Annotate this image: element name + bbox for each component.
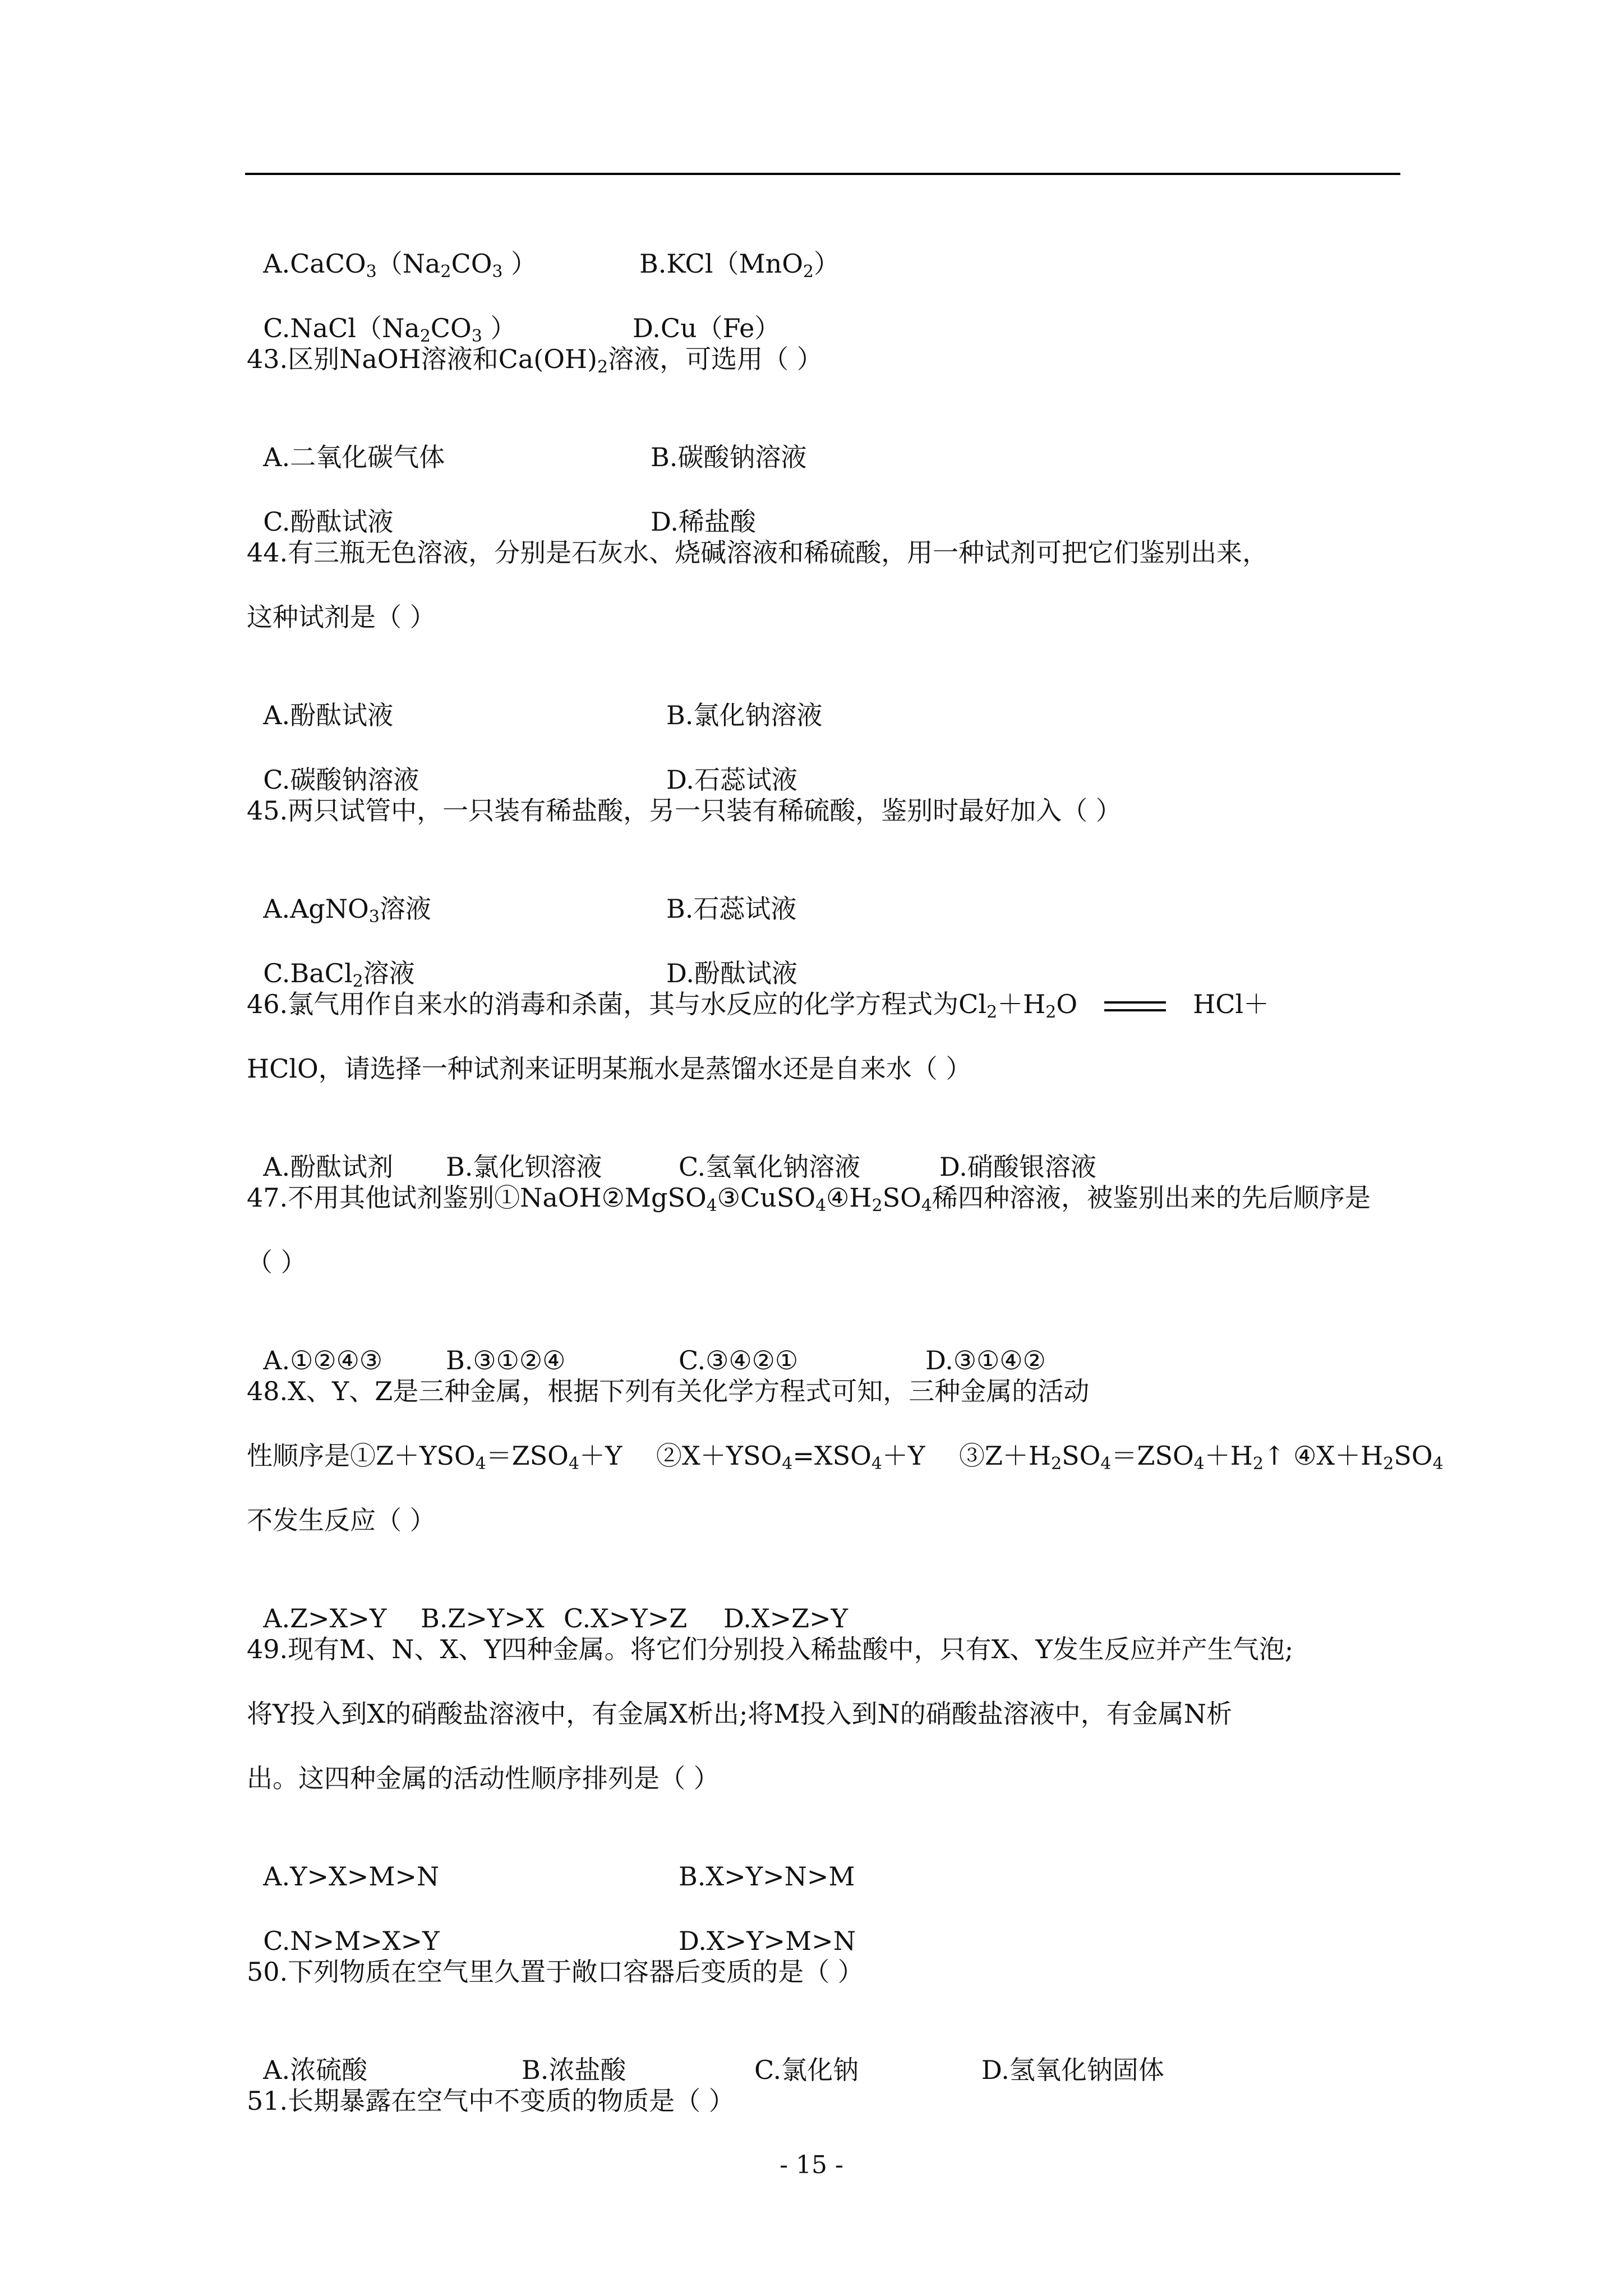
q47-option-b: B.③①②④ <box>446 1345 566 1375</box>
q44-option-b: B.氯化钠溶液 <box>666 700 823 730</box>
q48-stem-line-3: 不发生反应（ ） <box>247 1505 436 1535</box>
q44-stem-line-1: 44.有三瓶无色溶液，分别是石灰水、烧碱溶液和稀硫酸，用一种试剂可把它们鉴别出来， <box>247 537 1269 568</box>
q42-option-d: D.Cu（Fe） <box>633 313 781 343</box>
q45-option-c: C.BaCl$_2$溶液 <box>263 958 415 991</box>
q47-option-d: D.③①④② <box>925 1345 1046 1375</box>
q44-option-c: C.碳酸钠溶液 <box>263 765 419 795</box>
q42-option-a: $A.CaCO_3(Na_2CO_3$ ） <box>263 249 537 282</box>
q45-option-d: D.酚酞试液 <box>666 958 797 988</box>
q49-option-d: D.X>Y>M>N <box>679 1926 856 1956</box>
q46-option-a: A.酚酞试剂 <box>263 1152 394 1182</box>
q47-option-c: C.③④②① <box>679 1345 799 1375</box>
q42-option-row-2 <box>247 278 781 346</box>
q50-option-a: A.浓硫酸 <box>263 2055 368 2085</box>
q51-stem: 51.长期暴露在空气中不变质的物质是（ ） <box>247 2086 735 2116</box>
q49-stem-line-3: 出。这四种金属的活动性顺序排列是（ ） <box>247 1763 720 1793</box>
q50-option-c: C.氯化钠 <box>754 2055 859 2085</box>
q43-option-row-2 <box>247 471 756 539</box>
q48-option-b: B.Z>Y>X <box>421 1603 545 1634</box>
q48-option-a: A.Z>X>Y <box>263 1603 387 1634</box>
q45-option-b: B.石蕊试液 <box>666 894 797 924</box>
q46-option-b: B.氯化钡溶液 <box>446 1152 602 1182</box>
q48-stem-line-1: 48.X、Y、Z是三种金属，根据下列有关化学方程式可知，三种金属的活动 <box>247 1376 1090 1406</box>
q47-option-row <box>247 1310 1046 1377</box>
q46-stem-line-1: 46.氯气用作自来水的消毒和杀菌，其与水反应的化学方程式为$Cl_2+H_2O$ HCl＋ <box>247 989 1270 1022</box>
q43-option-row-1 <box>247 407 807 474</box>
q49-option-a: A.Y>X>M>N <box>263 1861 440 1892</box>
q42-option-row-1 <box>247 213 840 282</box>
q45-option-row-2 <box>247 923 797 991</box>
q50-option-b: B.浓盐酸 <box>522 2055 626 2085</box>
q46-option-d: D.硝酸银溶液 <box>939 1152 1096 1182</box>
q48-option-row <box>247 1568 849 1635</box>
q46-option-c: C.氢氧化钠溶液 <box>679 1152 861 1182</box>
q49-stem-line-2: 将Y投入到X的硝酸盐溶液中，有金属X析出;将M投入到N的硝酸盐溶液中，有金属N析 <box>247 1699 1232 1729</box>
q43-option-b: B.碳酸钠溶液 <box>651 442 807 472</box>
equals-sign-icon <box>1104 1001 1166 1011</box>
q43-option-a: A.二氧化碳气体 <box>263 442 445 472</box>
q44-option-row-1 <box>247 665 823 732</box>
q50-option-row <box>247 2019 1164 2087</box>
q43-option-c: C.酚酞试液 <box>263 507 394 537</box>
q47-stem-line-1: 47.不用其他试剂鉴别$①NaOH②MgSO_4③CuSO_4④H_2SO_4$稀四种溶液，被鉴别出来的先后顺序是 <box>247 1182 1371 1216</box>
q49-option-b: B.X>Y>N>M <box>679 1861 855 1892</box>
q43-option-d: D.稀盐酸 <box>651 507 756 537</box>
header-rule <box>245 173 1400 175</box>
q45-option-a: A.AgNO$_3$溶液 <box>263 894 431 927</box>
q49-option-row-2 <box>247 1890 856 1958</box>
q45-option-row-1 <box>247 858 797 927</box>
q48-stem-line-2: 性顺序是$①Z+YSO_4=ZSO_4+Y$ $②X+YSO_4=XSO_4+Y$ $③Z+H_2SO_4=ZSO_4+H_2↑$ $④X+H_2SO_4$ <box>247 1441 1444 1474</box>
q44-option-row-2 <box>247 729 797 797</box>
q42-option-c: $C.NaCl(Na_2CO_3$ ） <box>263 313 517 346</box>
q47-option-a: A.①②④③ <box>263 1345 383 1375</box>
q44-stem-line-2: 这种试剂是（ ） <box>247 602 436 632</box>
q44-option-d: D.石蕊试液 <box>666 765 797 795</box>
q46-option-row <box>247 1116 1096 1184</box>
q42-option-b: B.KCl（MnO$_2$） <box>639 249 840 282</box>
q49-option-c: C.N>M>X>Y <box>263 1926 440 1956</box>
q44-option-a: A.酚酞试液 <box>263 700 394 730</box>
q43-stem: 43.区别NaOH溶液和$Ca(OH)_2$溶液，可选用（ ） <box>247 344 823 377</box>
q47-stem-line-2: （ ） <box>247 1247 307 1277</box>
q50-stem: 50.下列物质在空气里久置于敞口容器后变质的是（ ） <box>247 1957 864 1987</box>
q46-stem-line-2: HClO，请选择一种试剂来证明某瓶水是蒸馏水还是自来水（ ） <box>247 1053 972 1084</box>
q45-stem: 45.两只试管中，一只装有稀盐酸，另一只装有稀硫酸，鉴别时最好加入（ ） <box>247 795 1122 826</box>
q49-option-row-1 <box>247 1826 855 1893</box>
q48-option-d: D.X>Z>Y <box>723 1603 849 1634</box>
q48-option-c: C.X>Y>Z <box>564 1603 688 1634</box>
q49-stem-line-1: 49.现有M、N、X、Y四种金属。将它们分别投入稀盐酸中，只有X、Y发生反应并产生气泡; <box>247 1634 1294 1664</box>
q50-option-d: D.氢氧化钠固体 <box>981 2055 1164 2085</box>
page-number: - 15 - <box>780 2151 843 2179</box>
